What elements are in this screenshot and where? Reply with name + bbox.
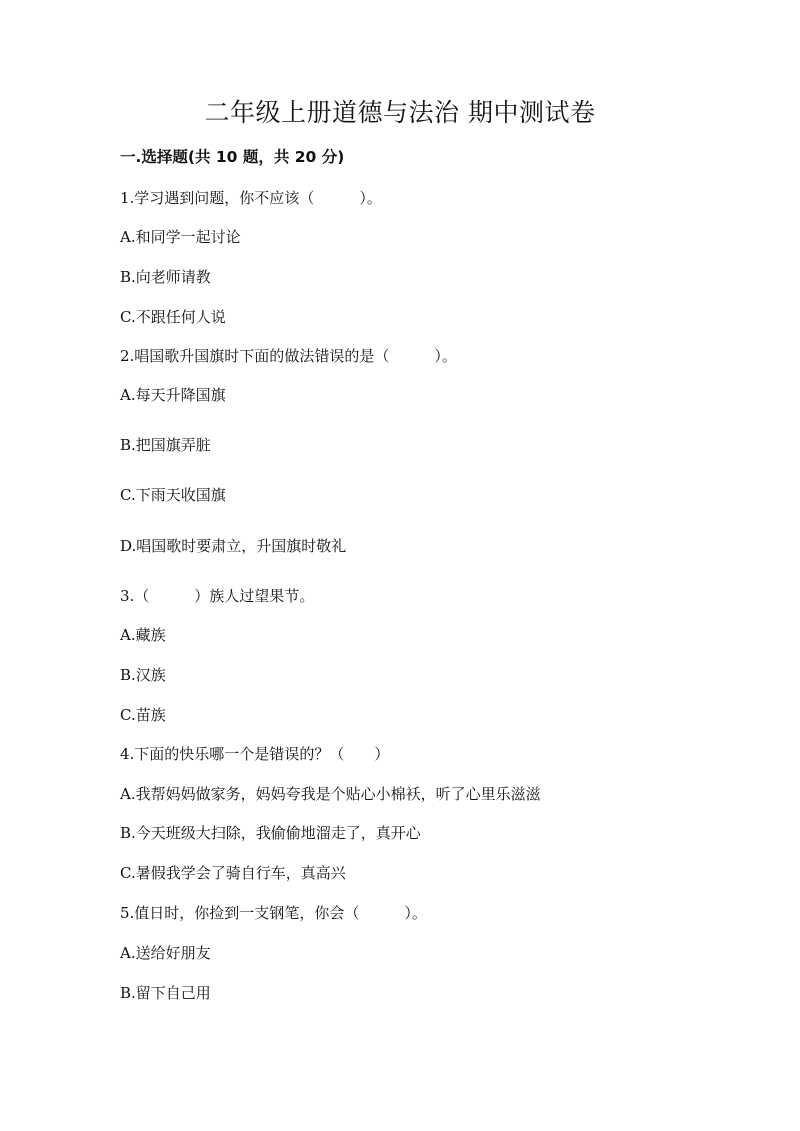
option-b: B.留下自己用 [120,984,211,1002]
option-b: B.向老师请教 [120,268,211,286]
option-c: C.不跟任何人说 [120,308,226,326]
option-b: B.把国旗弄脏 [120,436,211,454]
question-stem: 3.（ ）族人过望果节。 [120,587,315,605]
question-stem: 4.下面的快乐哪一个是错误的？（ ） [120,745,390,763]
question-stem: 2.唱国歌升国旗时下面的做法错误的是（ ）。 [120,347,457,365]
option-a: A.送给好朋友 [120,944,211,962]
option-c: C.苗族 [120,706,166,724]
option-b: B.今天班级大扫除，我偷偷地溜走了，真开心 [120,824,421,842]
question-stem: 5.值日时，你捡到一支钢笔，你会（ ）。 [120,904,427,922]
option-c: C.暑假我学会了骑自行车，真高兴 [120,864,346,882]
option-d: D.唱国歌时要肃立，升国旗时敬礼 [120,537,347,555]
page-title: 二年级上册道德与法治 期中测试卷 [204,98,596,127]
option-a: A.每天升降国旗 [120,386,226,404]
option-a: A.藏族 [120,626,166,644]
question-stem: 1.学习遇到问题，你不应该（ ）。 [120,189,382,207]
option-c: C.下雨天收国旗 [120,486,226,504]
option-a: A.我帮妈妈做家务，妈妈夸我是个贴心小棉袄，听了心里乐滋滋 [120,785,541,803]
option-b: B.汉族 [120,666,166,684]
option-a: A.和同学一起讨论 [120,228,241,246]
section-heading: 一.选择题(共 10 题，共 20 分) [120,148,345,166]
